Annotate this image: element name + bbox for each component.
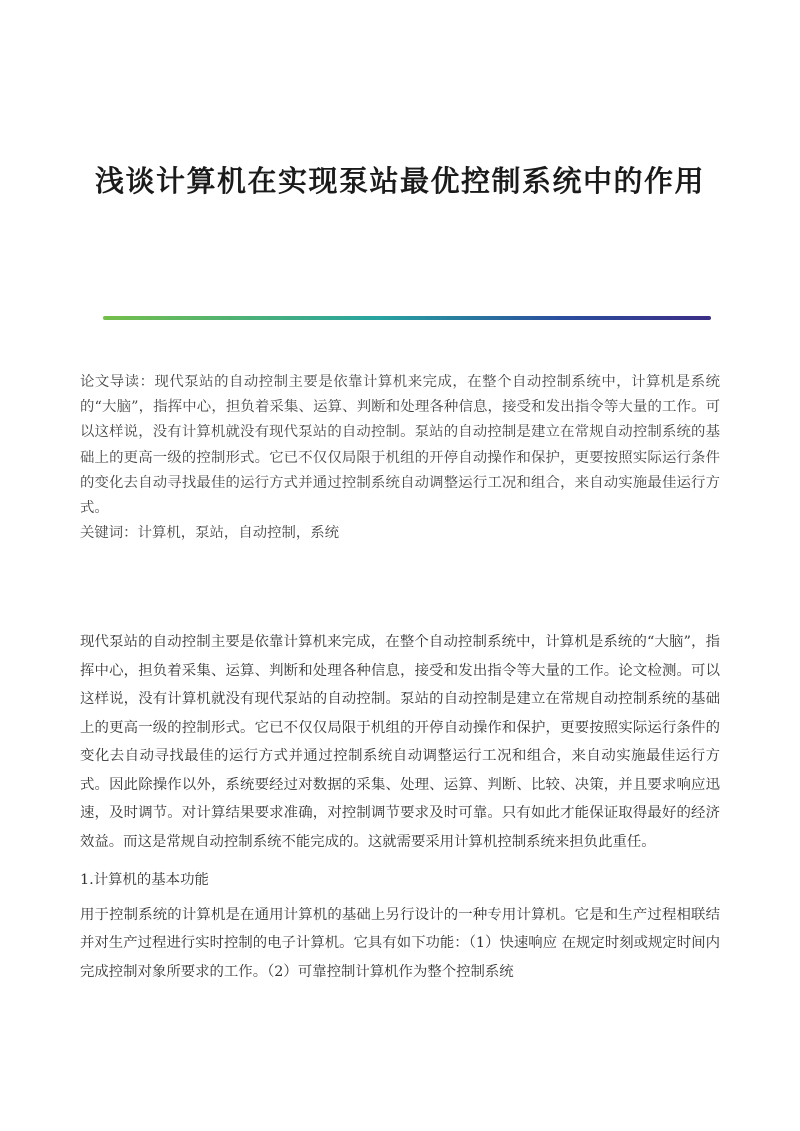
abstract-paragraph xyxy=(80,370,720,521)
abstract-label: 论文导读： xyxy=(80,374,155,390)
abstract-text: 现代泵站的自动控制主要是依靠计算机来完成，在整个自动控制系统中，计算机是系统的“大脑”，指挥中心，担负着采集、运算、判断和处理各种信息，接受和发出指令等大量的工作。可以这样说，没有计算机就没有现代泵站的自动控制。泵站的自动控制是建立在常规自动控制系统的基础上的更高一级的控制形式。它已不仅仅局限于机组的开停自动操作和保护，更要按照实际运行条件的变化去自动寻找最佳的运行方式并通过控制系统自动调整运行工况和组合，来自动实施最佳运行方式。 xyxy=(80,374,720,517)
abstract-block xyxy=(80,370,720,546)
title-divider xyxy=(103,316,711,320)
body-paragraph-2: 用于控制系统的计算机是在通用计算机的基础上另行设计的一种专用计算机。它是和生产过程相联结并对生产过程进行实时控制的电子计算机。它具有如下功能：（1）快速响应 在规定时刻或规定时间内完成控制对象所要求的工作。（2）可靠控制计算机作为整个控制系统 xyxy=(80,906,720,980)
document-body xyxy=(80,628,720,986)
keywords-line xyxy=(80,521,720,546)
document-title: 浅谈计算机在实现泵站最优控制系统中的作用 xyxy=(94,164,705,198)
body-paragraph-1: 现代泵站的自动控制主要是依靠计算机来完成，在整个自动控制系统中，计算机是系统的“大脑”，指挥中心，担负着采集、运算、判断和处理各种信息，接受和发出指令等大量的工作。论文检测。可以这样说，没有计算机就没有现代泵站的自动控制。泵站的自动控制是建立在常规自动控制系统的基础上的更高一级的控制形式。它已不仅仅局限于机组的开停自动操作和保护，更要按照实际运行条件的变化去自动寻找最佳的运行方式并通过控制系统自动调整运行工况和组合，来自动实施最佳运行方式。因此除操作以外，系统要经过对数据的采集、处理、运算、判断、比较、决策，并且要求响应迅速，及时调节。对计算结果要求准确，对控制调节要求及时可靠。只有如此才能保证取得最好的经济效益。而这是常规自动控制系统不能完成的。这就需要采用计算机控制系统来担负此重任。 xyxy=(80,634,720,850)
keywords-text: 计算机，泵站，自动控制，系统 xyxy=(137,525,340,542)
section-heading-1: 1.计算机的基本功能 xyxy=(80,872,209,888)
keywords-label: 关键词： xyxy=(80,525,138,542)
